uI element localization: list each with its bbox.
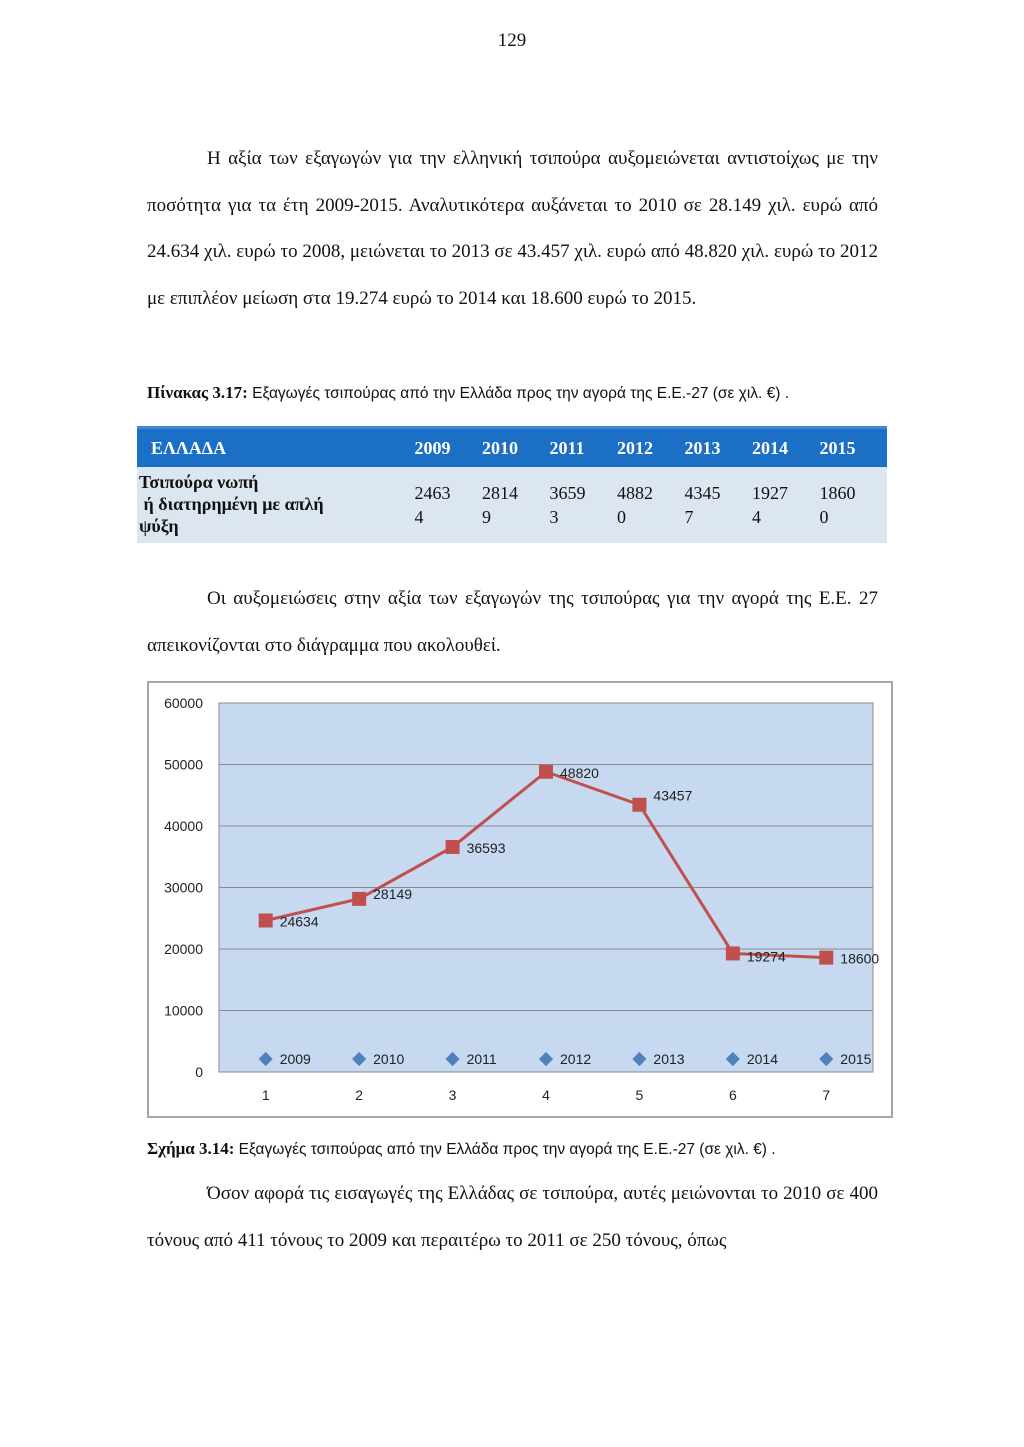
y-tick-label: 10000 (164, 1002, 203, 1019)
table-header-year: 2013 (684, 428, 751, 468)
table-header-year: 2009 (415, 428, 482, 468)
y-tick-label: 30000 (164, 879, 203, 896)
figure-caption-text: Εξαγωγές τσιπούρας από την Ελλάδα προς την αγορά της Ε.Ε.-27 (σε χιλ. €) . (238, 1141, 776, 1158)
legend-label: 2013 (653, 1051, 685, 1067)
table-header-year: 2015 (819, 428, 887, 468)
table-cell: 1860 0 (819, 467, 887, 543)
legend-label: 2015 (840, 1051, 872, 1067)
y-tick-label: 0 (195, 1064, 203, 1080)
paragraph-imports (147, 1171, 878, 1264)
table-header-row (137, 428, 887, 468)
table-cell: 2463 4 (415, 467, 482, 543)
table-cell: 4345 7 (684, 467, 751, 543)
paragraph-2-text: Οι αυξομειώσεις στην αξία των εξαγωγών της τσιπούρας για την αγορά της Ε.Ε. 27 απεικονίζονται στο διάγραμμα που ακολουθεί. (147, 588, 878, 656)
y-tick-label: 40000 (164, 818, 203, 834)
data-label: 36593 (466, 839, 506, 856)
paragraph-3-text: Όσον αφορά τις εισαγωγές της Ελλάδας σε τσιπούρα, αυτές μειώνονται το 2010 σε 400 τόνους από 411 τόνους το 2009 και περαιτέρω το 2011 σε 250 τόνους, όπως (147, 1183, 878, 1251)
x-tick-label: 2 (355, 1087, 364, 1103)
data-label: 18600 (840, 950, 880, 967)
x-tick-label: 5 (635, 1087, 644, 1103)
data-point (259, 914, 273, 928)
y-tick-label: 20000 (164, 941, 203, 957)
x-tick-label: 1 (261, 1087, 270, 1103)
data-label: 24634 (279, 913, 319, 930)
legend-label: 2009 (279, 1051, 311, 1067)
exports-line-chart (147, 681, 893, 1118)
page-number: 129 (497, 30, 527, 51)
row-label-line: ή διατηρημένη με απλή (139, 494, 324, 514)
exports-table (137, 426, 887, 543)
figure-caption-label: Σχήμα 3.14: (147, 1139, 235, 1158)
paragraph-1-text: Η αξία των εξαγωγών για την ελληνική τσιπούρα αυξομειώνεται αντιστοίχως με την ποσότητα για τα έτη 2009-2015. Αναλυτικότερα αυξάνεται το 2010 σε 28.149 χιλ. ευρώ από 24.634 χιλ. ευρώ το 2008, μειώνεται το 2013 σε 43.457 χιλ. ευρώ από 48.820 χιλ. ευρώ το 2012 με επιπλέον μείωση στα 19.274 ευρώ το 2014 και 18.600 ευρώ το 2015. (147, 148, 878, 309)
row-label-line: ψύξη (139, 516, 179, 536)
row-label-line: Τσιπούρα νωπή (139, 472, 259, 492)
table-header-year: 2011 (550, 428, 617, 468)
data-label: 19274 (746, 948, 786, 965)
paragraph-chart-intro (147, 576, 878, 669)
x-tick-label: 7 (822, 1087, 831, 1103)
table-cell: 3659 3 (550, 467, 617, 543)
table-caption (147, 383, 789, 403)
table-header-country: ΕΛΛΑΔΑ (137, 428, 415, 468)
table-cell: 2814 9 (482, 467, 549, 543)
table-header-year: 2012 (617, 428, 684, 468)
chart-canvas (149, 683, 891, 1116)
table-header-year: 2010 (482, 428, 549, 468)
y-tick-label: 60000 (164, 695, 203, 711)
legend-label: 2010 (373, 1051, 405, 1067)
legend-label: 2012 (560, 1051, 592, 1067)
data-label: 48820 (560, 764, 599, 781)
table-header-year: 2014 (752, 428, 819, 468)
legend-label: 2011 (466, 1051, 497, 1067)
table-cell: 1927 4 (752, 467, 819, 543)
x-tick-label: 3 (448, 1087, 457, 1103)
data-label: 28149 (373, 885, 413, 902)
figure-caption (147, 1139, 776, 1159)
data-point (539, 765, 553, 779)
table-caption-label: Πίνακας 3.17: (147, 383, 248, 402)
table-cell: 4882 0 (617, 467, 684, 543)
y-tick-label: 50000 (164, 756, 203, 773)
data-point (446, 840, 460, 854)
table-caption-text: Εξαγωγές τσιπούρας από την Ελλάδα προς την αγορά της Ε.Ε.-27 (σε χιλ. €) . (252, 385, 790, 402)
table-row (137, 467, 887, 543)
data-point (632, 798, 646, 812)
paragraph-exports-value (147, 136, 878, 322)
data-point (726, 946, 740, 960)
x-tick-label: 6 (728, 1087, 737, 1103)
x-tick-label: 4 (542, 1087, 550, 1103)
legend-label: 2014 (746, 1051, 779, 1067)
data-point (352, 892, 366, 906)
data-label: 43457 (653, 787, 693, 804)
data-point (819, 951, 833, 965)
table-row-label (137, 467, 415, 543)
